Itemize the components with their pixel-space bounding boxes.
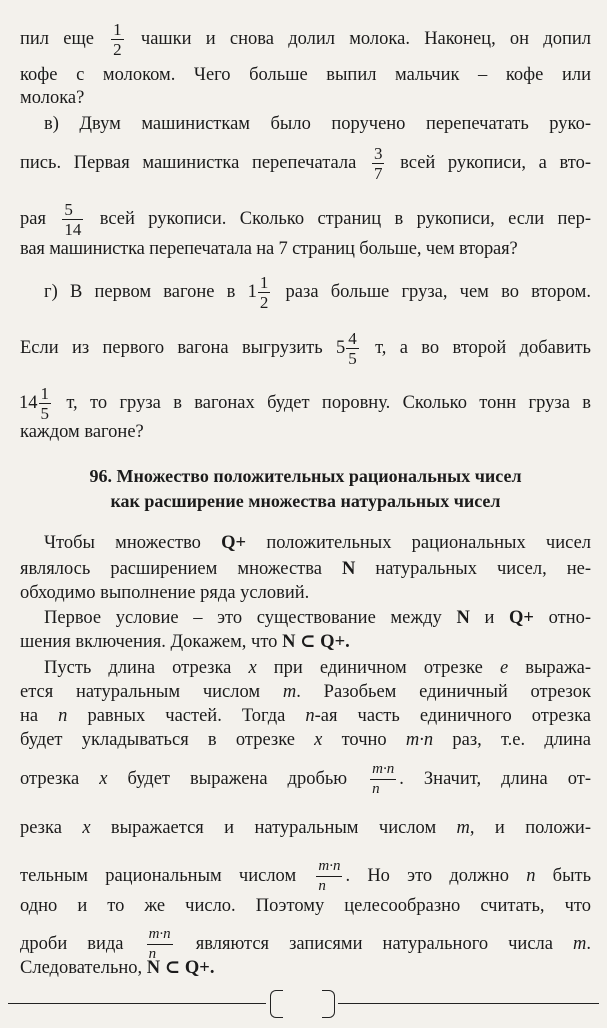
- text-line: кофе с молоком. Чего больше выпил мальчик – кофе или: [20, 65, 591, 85]
- footer-rule-left: [8, 1003, 266, 1004]
- problem-v-first-line: в) Двум машинисткам было поручено перепечатать руко-: [44, 114, 591, 134]
- section-title: 96. Множество положительных рациональных чисел: [89, 466, 522, 486]
- text-line: обходимо выполнение ряда условий.: [20, 583, 310, 603]
- bracket-right-icon: [322, 990, 335, 1018]
- footer-rule-right: [338, 1003, 599, 1004]
- section-subtitle: как расширение множества натуральных чисел: [110, 491, 501, 511]
- text-line: дроби вида $\frac{m\cdot n}{n}$ являются записями натурального числа m.: [20, 926, 592, 962]
- page-footer-ornament: [0, 988, 607, 1018]
- text-line: Если из первого вагона выгрузить 5 $\frac{4}{5}$ т, а во второй добавить: [20, 329, 591, 368]
- text-line: одно и то же число. Поэтому целесообразно считать, что: [20, 896, 591, 916]
- mixed-number: 5 $\frac{4}{5}$: [336, 329, 357, 368]
- fraction-mn-over-n: $\frac{m\cdot n}{n}$: [318, 858, 341, 894]
- text-line: Первое условие – это существование между N и Q+ отно-: [44, 608, 592, 628]
- mixed-number: 14 $\frac{1}{5}$: [19, 384, 49, 423]
- text-line: вая машинистка перепечатала на 7 страниц больше, чем вторая?: [20, 239, 518, 259]
- text-line: Чтобы множество Q+ положительных рациональных чисел: [44, 533, 592, 553]
- problem-g-first-line: г) В первом вагоне в 1 $\frac{1}{2}$ раза больше груза, чем во втором.: [44, 273, 591, 312]
- fraction: $\frac{3}{7}$: [373, 144, 383, 183]
- text-line: пись. Первая машинистка перепечатала $\frac{3}{7}$ всей рукописи, а вто-: [20, 144, 592, 183]
- text-line: резка x выражается и натуральным числом m, и положи-: [20, 818, 591, 838]
- text-line: будет укладываться в отрезке x точно m·n раз, т.е. длина: [20, 730, 591, 750]
- fraction-mn-over-n: $\frac{m\cdot n}{n}$: [372, 761, 395, 797]
- text-line: шения включения. Докажем, что N ⊂ Q+.: [20, 632, 350, 652]
- text-line: отрезка x будет выражена дробью $\frac{m\cdot n}{n}$ . Значит, длина от-: [20, 761, 592, 797]
- text-line: являлось расширением множества N натуральных чисел, не-: [20, 559, 591, 579]
- fraction: $\frac{5}{14}$: [64, 200, 82, 239]
- text-line: на n равных частей. Тогда n-ая часть единичного отрезка: [20, 706, 592, 726]
- text-line: молока?: [20, 88, 85, 108]
- mixed-number: 1 $\frac{1}{2}$: [247, 273, 269, 312]
- text-line: Пусть длина отрезка x при единичном отрезке e выража-: [44, 658, 592, 678]
- fraction: $\frac{1}{2}$: [113, 20, 122, 59]
- text-line: рая $\frac{5}{14}$ всей рукописи. Сколько страниц в рукописи, если пер-: [20, 200, 592, 239]
- text-line: Следовательно, N ⊂ Q+.: [20, 958, 215, 978]
- text-line: каждом вагоне?: [20, 422, 144, 442]
- bracket-left-icon: [270, 990, 283, 1018]
- text-line: тельным рациональным числом $\frac{m\cdot n}{n}$ . Но это должно n быть: [20, 858, 592, 894]
- text-line: 14 $\frac{1}{5}$ т, то груза в вагонах будет поровну. Сколько тонн груза в: [19, 384, 591, 423]
- text-line: пил еще $\frac{1}{2}$ чашки и снова долил молока. Наконец, он допил: [20, 20, 592, 59]
- fraction-mn-over-n: $\frac{m\cdot n}{n}$: [148, 926, 171, 962]
- text-line: ется натуральным числом m. Разобьем единичный отрезок: [20, 682, 591, 702]
